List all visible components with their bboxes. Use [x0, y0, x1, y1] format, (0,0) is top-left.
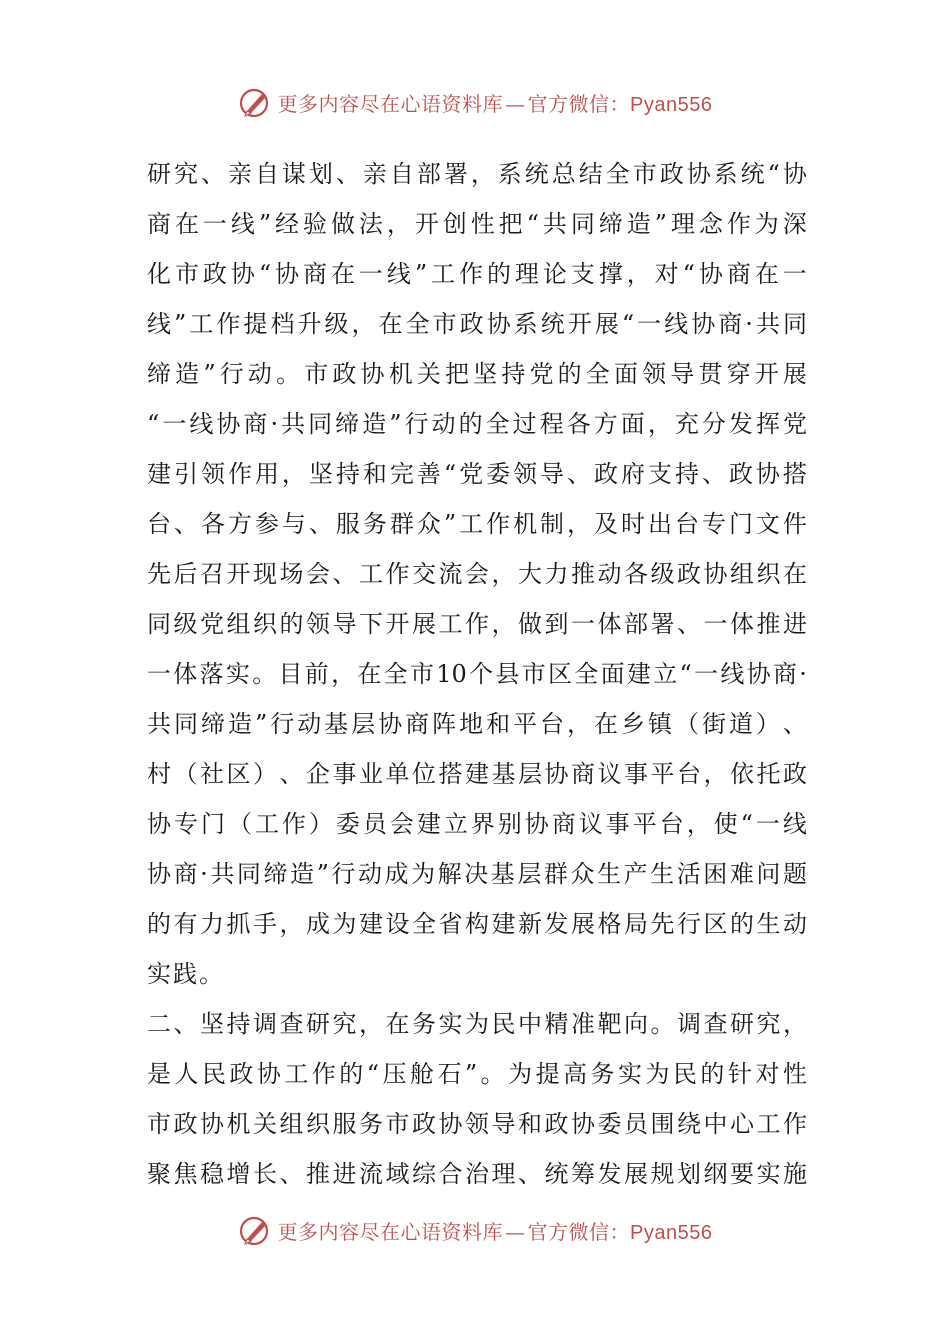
pen-logo-icon: [238, 1213, 272, 1247]
text-line: 实践。: [147, 960, 225, 988]
text-line: 一 体 落 实 。 目 前 ， 在 全 市 10 个 县 市 区 全 面 建 立 “ 一 线 协 商 ·: [147, 660, 807, 688]
pen-logo-icon: [238, 85, 272, 119]
header-banner: [0, 82, 950, 122]
text-line: 二 、 坚 持 调 查 研 究 ， 在 务 实 为 民 中 精 准 靶 向 。 调 查 研 究 ，: [147, 1010, 807, 1038]
text-line: 同 级 党 组 织 的 领 导 下 开 展 工 作 ， 做 到 一 体 部 署 、 一 体 推 进: [147, 610, 807, 638]
text-line: 建 引 领 作 用 ， 坚 持 和 完 善 “ 党 委 领 导 、 政 府 支 持 、 政 协 搭: [147, 460, 807, 488]
footer-banner: [0, 1210, 950, 1250]
text-line: 共 同 缔 造 ” 行 动 基 层 协 商 阵 地 和 平 台 ， 在 乡 镇 （ 街 道 ） 、: [147, 710, 807, 738]
text-line: 商 在 一 线 ” 经 验 做 法 ， 开 创 性 把 “ 共 同 缔 造 ” 理 念 作 为 深: [147, 210, 807, 238]
banner-wechat-label: 官方微信：: [527, 1219, 631, 1244]
text-line: 线 ” 工 作 提 档 升 级 ， 在 全 市 政 协 系 统 开 展 “ 一 线 协 商 · 共 同: [147, 310, 807, 338]
text-line: 台 、 各 方 参 与 、 服 务 群 众 ” 工 作 机 制 ， 及 时 出 台 专 门 文 件: [147, 510, 807, 538]
text-line: “ 一 线 协 商 · 共 同 缔 造 ” 行 动 的 全 过 程 各 方 面 ， 充 分 发 挥 党: [147, 410, 807, 438]
text-line: 村 （ 社 区 ） 、 企 事 业 单 位 搭 建 基 层 协 商 议 事 平 台 ， 依 托 政: [147, 760, 807, 788]
text-line: 缔 造 ” 行 动 。 市 政 协 机 关 把 坚 持 党 的 全 面 领 导 贯 穿 开 展: [147, 360, 807, 388]
document-body: [147, 149, 807, 1199]
banner-wechat-id: Pyan556: [630, 93, 713, 116]
banner-separator: —: [505, 1219, 526, 1244]
banner-separator: —: [505, 91, 526, 116]
banner-text: [278, 1216, 713, 1245]
text-line: 市 政 协 机 关 组 织 服 务 市 政 协 领 导 和 政 协 委 员 围 绕 中 心 工 作: [147, 1110, 807, 1138]
text-line: 先 后 召 开 现 场 会 、 工 作 交 流 会 ， 大 力 推 动 各 级 政 协 组 织 在: [147, 560, 807, 588]
text-line: 协 商 · 共 同 缔 造 ” 行 动 成 为 解 决 基 层 群 众 生 产 生 活 困 难 问 题: [147, 860, 807, 888]
banner-site-text: 更多内容尽在心语资料库: [277, 91, 504, 116]
banner-wechat-id: Pyan556: [630, 1221, 713, 1244]
text-line: 协 专 门 （ 工 作 ） 委 员 会 建 立 界 别 协 商 议 事 平 台 ， 使 “ 一 线: [147, 810, 807, 838]
text-line: 化 市 政 协 “ 协 商 在 一 线 ” 工 作 的 理 论 支 撑 ， 对 “ 协 商 在 一: [147, 260, 807, 288]
text-line: 的 有 力 抓 手 ， 成 为 建 设 全 省 构 建 新 发 展 格 局 先 行 区 的 生 动: [147, 910, 807, 938]
banner-site-text: 更多内容尽在心语资料库: [277, 1219, 504, 1244]
text-line: 是 人 民 政 协 工 作 的 “ 压 舱 石 ” 。 为 提 高 务 实 为 民 的 针 对 性: [147, 1060, 807, 1088]
banner-text: [278, 88, 713, 117]
banner-wechat-label: 官方微信：: [527, 91, 631, 116]
text-line: 研 究 、 亲 自 谋 划 、 亲 自 部 署 ， 系 统 总 结 全 市 政 协 系 统 “ 协: [147, 160, 807, 188]
text-line: 聚 焦 稳 增 长 、 推 进 流 域 综 合 治 理 、 统 筹 发 展 规 划 纲 要 实 施: [147, 1160, 807, 1188]
